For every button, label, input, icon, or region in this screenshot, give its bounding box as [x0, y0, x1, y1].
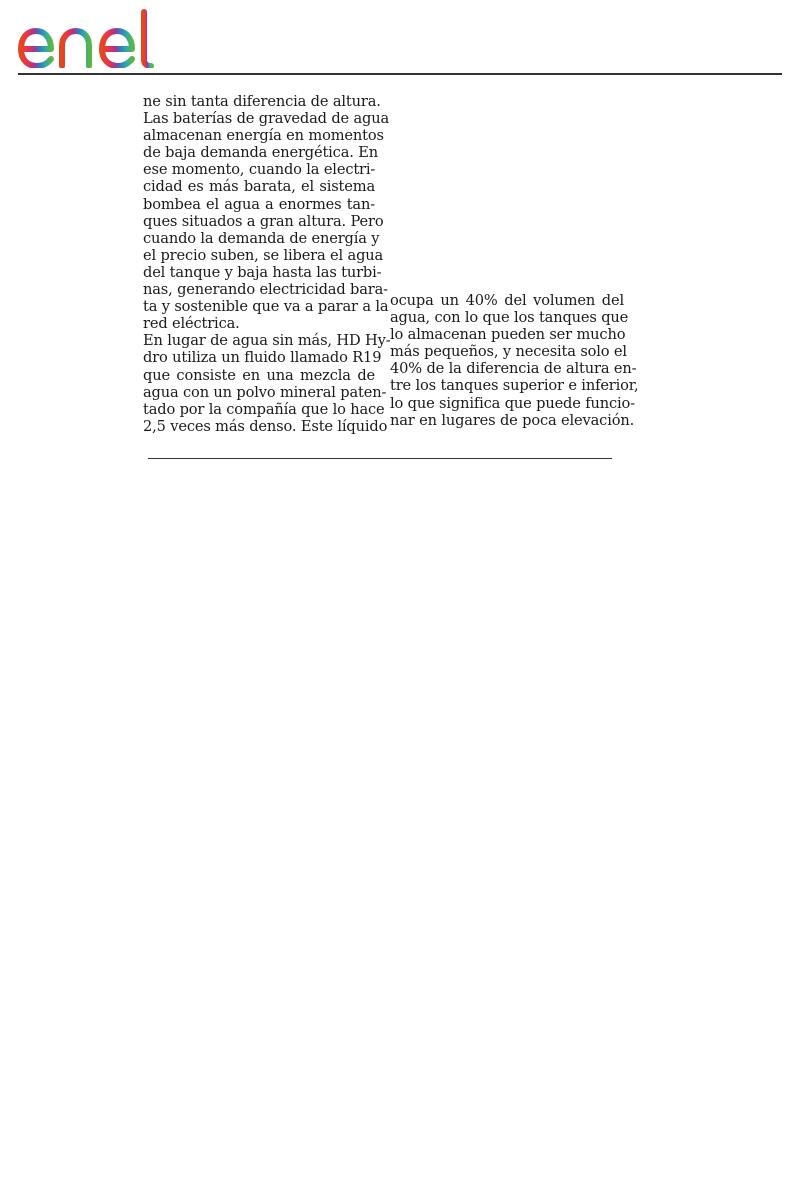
text-line: En lugar de agua sin más, HD Hy- [143, 332, 391, 350]
text-line: bombea el agua a enormes tan- [143, 195, 375, 213]
text-line: dro utiliza un fluido llamado R19 [143, 349, 382, 367]
enel-logo [16, 8, 180, 68]
text-line: el precio suben, se libera el agua [143, 246, 384, 264]
text-line: tre los tanques superior e inferior, [390, 377, 639, 395]
article-column-left [143, 93, 391, 435]
text-line: Las baterías de gravedad de agua [143, 110, 390, 128]
text-line: agua, con lo que los tanques que [390, 309, 629, 327]
text-line: lo almacenan pueden ser mucho [390, 326, 626, 344]
header-rule [18, 73, 782, 75]
text-line: nar en lugares de poca elevación. [390, 411, 635, 429]
text-line: ta y sostenible que va a parar a la [143, 298, 389, 316]
text-line: 2,5 veces más denso. Este líquido [143, 417, 388, 435]
text-line: de baja demanda energética. En [143, 144, 378, 162]
text-line: ocupa un 40% del volumen del [390, 292, 624, 309]
text-line: red eléctrica. [143, 315, 240, 333]
text-line: nas, generando electricidad bara- [143, 281, 388, 299]
text-line: lo que significa que puede funcio- [390, 394, 635, 412]
text-line: que consiste en una mezcla de [143, 366, 375, 384]
text-line: cuando la demanda de energía y [143, 229, 380, 247]
text-line: almacenan energía en momentos [143, 127, 384, 145]
text-line: tado por la compañía que lo hace [143, 400, 385, 418]
article-column-right [390, 292, 639, 429]
text-line: agua con un polvo mineral paten- [143, 383, 387, 401]
text-line: del tanque y baja hasta las turbi- [143, 263, 382, 281]
text-line: ne sin tanta diferencia de altura. [143, 93, 381, 110]
text-line: ese momento, cuando la electri- [143, 161, 376, 179]
article-end-rule [148, 458, 612, 459]
text-line: más pequeños, y necesita solo el [390, 343, 627, 361]
text-line: cidad es más barata, el sistema [143, 178, 375, 196]
text-line: 40% de la diferencia de altura en- [390, 360, 637, 378]
text-line: ques situados a gran altura. Pero [143, 212, 384, 230]
